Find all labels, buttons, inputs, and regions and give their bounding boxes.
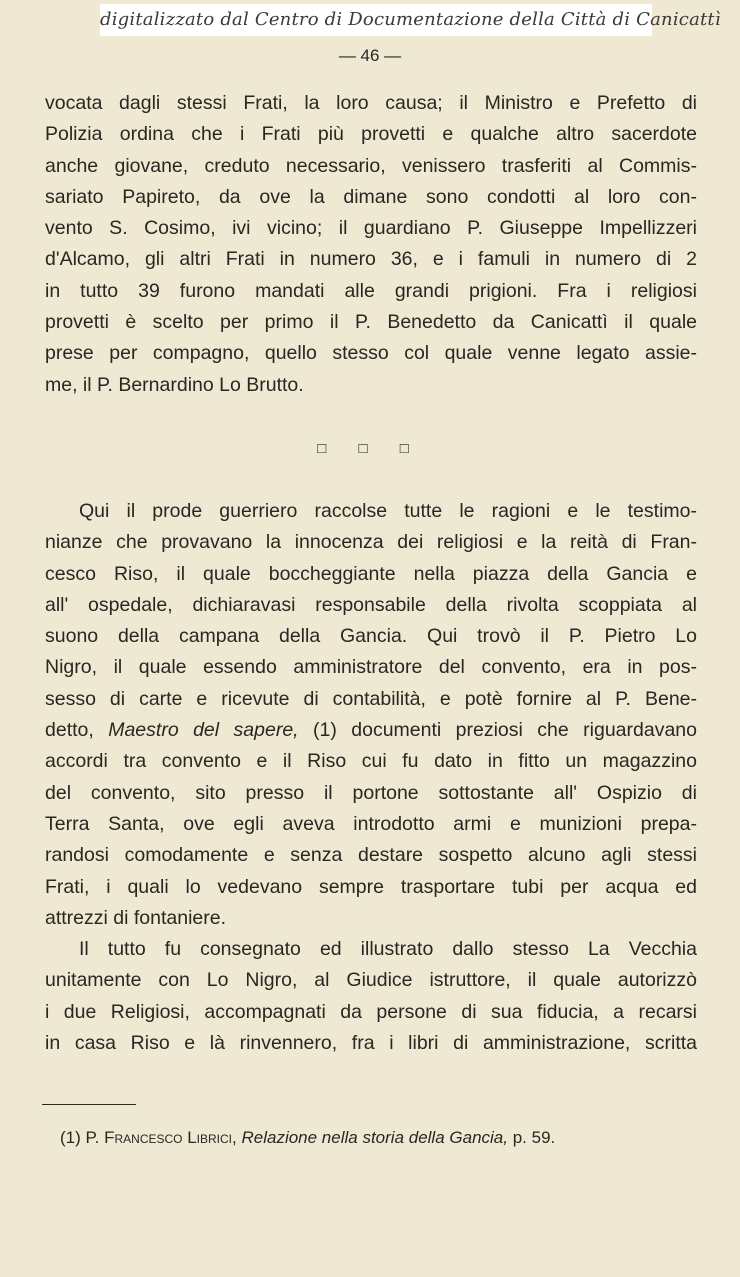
text-line: in casa Riso e là rinvennero, fra i libri di amministrazione, scritta (45, 1031, 697, 1054)
footnote-marker: (1) P. (60, 1128, 100, 1147)
footnote-page: p. 59. (512, 1128, 556, 1147)
text-line: d'Alcamo, gli altri Frati in numero 36, e i famuli in numero di 2 (45, 248, 697, 271)
text-line: accordi tra convento e il Riso cui fu dato in fitto un magazzino (45, 750, 697, 773)
text-line: sesso di carte e ricevute di contabilità, e potè fornire al P. Bene- (45, 687, 697, 710)
section-separator: □ □ □ (317, 440, 423, 457)
text-line: all' ospedale, dichiaravasi responsabile della rivolta scoppiata al (45, 593, 697, 616)
text-line: anche giovane, creduto necessario, venissero trasferiti al Commis- (45, 154, 697, 177)
text-line: prese per compagno, quello stesso col quale venne legato assie- (45, 342, 697, 365)
italic-title: Maestro del sapere, (108, 719, 299, 742)
text-line: vocata dagli stessi Frati, la loro causa; il Ministro e Prefetto di (45, 92, 697, 114)
text-line: vento S. Cosimo, ivi vicino; il guardiano P. Giuseppe Impellizzeri (45, 217, 697, 240)
footnote (60, 1126, 700, 1150)
text-line: me, il P. Bernardino Lo Brutto. (45, 373, 304, 396)
paragraph-2 (45, 496, 697, 934)
paragraph-1 (45, 88, 697, 401)
text-line: in tutto 39 furono mandati alle grandi prigioni. Fra i religiosi (45, 279, 697, 302)
text-line: Il tutto fu consegnato ed illustrato dallo stesso La Vecchia (79, 938, 697, 960)
text-segment: detto, (45, 719, 109, 742)
watermark-banner: digitalizzato dal Centro di Documentazione della Città di Canicattì (100, 4, 652, 36)
text-line: randosi comodamente e senza destare sospetto alcuno agli stessi (45, 844, 697, 867)
text-line: Terra Santa, ove egli aveva introdotto armi e munizioni prepa- (45, 812, 697, 835)
text-line: unitamente con Lo Nigro, al Giudice istruttore, il quale autorizzò (45, 969, 697, 992)
text-line: Frati, i quali lo vedevano sempre trasportare tubi per acqua ed (45, 875, 697, 898)
footnote-title: Relazione nella storia della Gancia, (241, 1128, 508, 1147)
text-line: suono della campana della Gancia. Qui trovò il P. Pietro Lo (45, 625, 697, 648)
text-line: attrezzi di fontaniere. (45, 906, 227, 929)
text-line: del convento, sito presso il portone sottostante all' Ospizio di (45, 781, 697, 804)
text-line: sariato Papireto, da ove la dimane sono condotti al loro con- (45, 185, 697, 208)
text-line: Nigro, il quale essendo amministratore del convento, era in pos- (45, 656, 697, 679)
text-line: nianze che provavano la innocenza dei religiosi e la reità di Fran- (45, 531, 697, 554)
page-number: — 46 — (338, 46, 402, 65)
text-line: Polizia ordina che i Frati più provetti e qualche altro sacerdote (45, 123, 697, 146)
footnote-author: Francesco Librici, (104, 1128, 237, 1147)
text-line: cesco Riso, il quale boccheggiante nella piazza della Gancia e (45, 562, 697, 585)
text-line: i due Religiosi, accompagnati da persone di sua fiducia, a recarsi (45, 1000, 697, 1023)
text-line: provetti è scelto per primo il P. Benedetto da Canicattì il quale (45, 311, 697, 334)
text-segment: (1) documenti preziosi che riguardavano (298, 719, 697, 742)
footnote-rule (42, 1104, 136, 1105)
paragraph-3 (45, 934, 697, 1059)
text-line: Qui il prode guerriero raccolse tutte le ragioni e le testimo- (79, 500, 697, 522)
text-line-with-italic (45, 715, 697, 746)
